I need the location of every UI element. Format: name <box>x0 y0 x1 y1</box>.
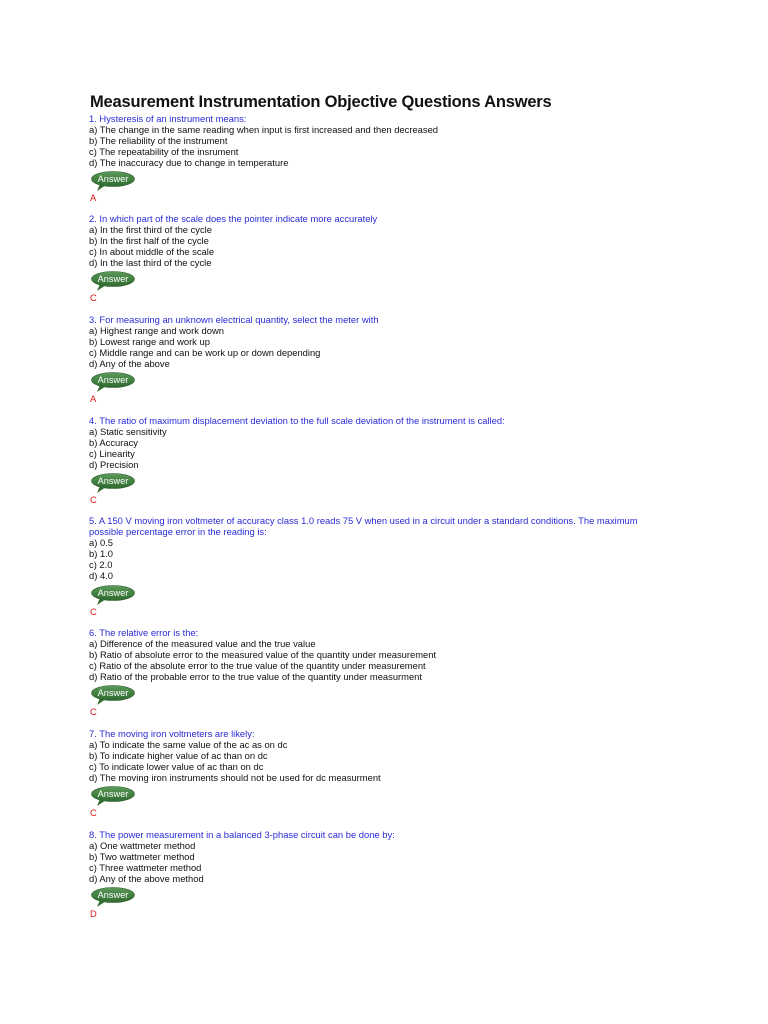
answer-button[interactable] <box>91 372 137 389</box>
answer-option: b) In the first half of the cycle <box>89 235 209 247</box>
answer-option: a) 0.5 <box>89 537 113 549</box>
question-text: 8. The power measurement in a balanced 3-phase circuit can be done by: <box>89 829 395 840</box>
question-text: 5. A 150 V moving iron voltmeter of accuracy class 1.0 reads 75 V when used in a circuit under a standard conditions. The maximum <box>89 515 638 526</box>
correct-answer-letter: C <box>90 807 97 819</box>
answer-option: d) 4.0 <box>89 570 113 582</box>
answer-option: c) Linearity <box>89 448 135 460</box>
answer-option: d) Any of the above <box>89 358 170 370</box>
answer-button[interactable] <box>91 685 137 702</box>
answer-option: a) Difference of the measured value and the true value <box>89 638 316 650</box>
answer-option: b) The reliability of the instrument <box>89 135 228 147</box>
answer-option: b) Ratio of absolute error to the measured value of the quantity under measurement <box>89 649 437 661</box>
answer-option: d) Precision <box>89 459 139 471</box>
question-text: 2. In which part of the scale does the pointer indicate more accurately <box>89 213 378 224</box>
answer-button-label: Answer <box>97 174 129 185</box>
answer-option: a) In the first third of the cycle <box>89 224 212 236</box>
correct-answer-letter: A <box>90 192 97 204</box>
answer-option: a) Highest range and work down <box>89 325 224 337</box>
answer-option: a) The change in the same reading when input is first increased and then decreased <box>89 124 439 136</box>
question-block <box>89 113 679 203</box>
answer-option: c) The repeatability of the insrument <box>89 146 239 158</box>
correct-answer-letter: C <box>90 494 97 506</box>
answer-button[interactable] <box>91 585 137 602</box>
question-text: 7. The moving iron voltmeters are likely: <box>89 728 255 739</box>
question-block <box>89 829 679 919</box>
question-block <box>89 728 679 818</box>
question-text-continued: possible percentage error in the reading is: <box>89 526 267 538</box>
answer-button-label: Answer <box>97 476 129 487</box>
answer-option: d) Any of the above method <box>89 873 204 885</box>
answer-option: a) One wattmeter method <box>89 840 196 852</box>
answer-option: c) To indicate lower value of ac than on dc <box>89 761 264 773</box>
answer-option: b) 1.0 <box>89 548 113 560</box>
answer-button[interactable] <box>91 887 137 904</box>
question-block <box>89 415 679 505</box>
answer-option: b) Two wattmeter method <box>89 851 195 863</box>
question-block <box>89 213 679 303</box>
answer-button-label: Answer <box>97 587 129 598</box>
question-block <box>89 627 679 717</box>
answer-option: c) Three wattmeter method <box>89 862 202 874</box>
answer-option: c) In about middle of the scale <box>89 246 215 258</box>
question-text: 6. The relative error is the: <box>89 627 199 638</box>
correct-answer-letter: C <box>90 292 97 304</box>
answer-option: c) 2.0 <box>89 559 113 571</box>
answer-button[interactable] <box>91 171 137 188</box>
answer-button-label: Answer <box>97 375 129 386</box>
answer-option: b) Accuracy <box>89 437 138 449</box>
answer-option: d) Ratio of the probable error to the true value of the quantity under measurment <box>89 671 423 683</box>
answer-button[interactable] <box>91 271 137 288</box>
answer-button-label: Answer <box>97 274 129 285</box>
answer-option: d) The inaccuracy due to change in temperature <box>89 157 289 169</box>
correct-answer-letter: C <box>90 605 97 617</box>
question-text: 1. Hysteresis of an instrument means: <box>89 113 247 124</box>
page-title: Measurement Instrumentation Objective Questions Answers <box>90 93 552 111</box>
answer-option: c) Ratio of the absolute error to the true value of the quantity under measurement <box>89 660 426 672</box>
question-text: 3. For measuring an unknown electrical quantity, select the meter with <box>89 314 379 325</box>
question-block <box>89 314 679 404</box>
answer-button-label: Answer <box>97 890 129 901</box>
answer-button-label: Answer <box>97 688 129 699</box>
answer-option: d) In the last third of the cycle <box>89 257 212 269</box>
question-text: 4. The ratio of maximum displacement deviation to the full scale deviation of the instrument is called: <box>89 415 505 426</box>
correct-answer-letter: C <box>90 706 97 718</box>
answer-button[interactable] <box>91 473 137 490</box>
answer-option: c) Middle range and can be work up or down depending <box>89 347 321 359</box>
answer-option: d) The moving iron instruments should not be used for dc measurment <box>89 772 381 784</box>
answer-option: a) To indicate the same value of the ac as on dc <box>89 739 288 751</box>
answer-option: a) Static sensitivity <box>89 426 167 438</box>
answer-button-label: Answer <box>97 789 129 800</box>
correct-answer-letter: A <box>90 393 97 405</box>
question-block <box>89 515 679 617</box>
answer-option: b) Lowest range and work up <box>89 336 210 348</box>
correct-answer-letter: D <box>90 908 97 920</box>
answer-option: b) To indicate higher value of ac than on dc <box>89 750 268 762</box>
answer-button[interactable] <box>91 786 137 803</box>
